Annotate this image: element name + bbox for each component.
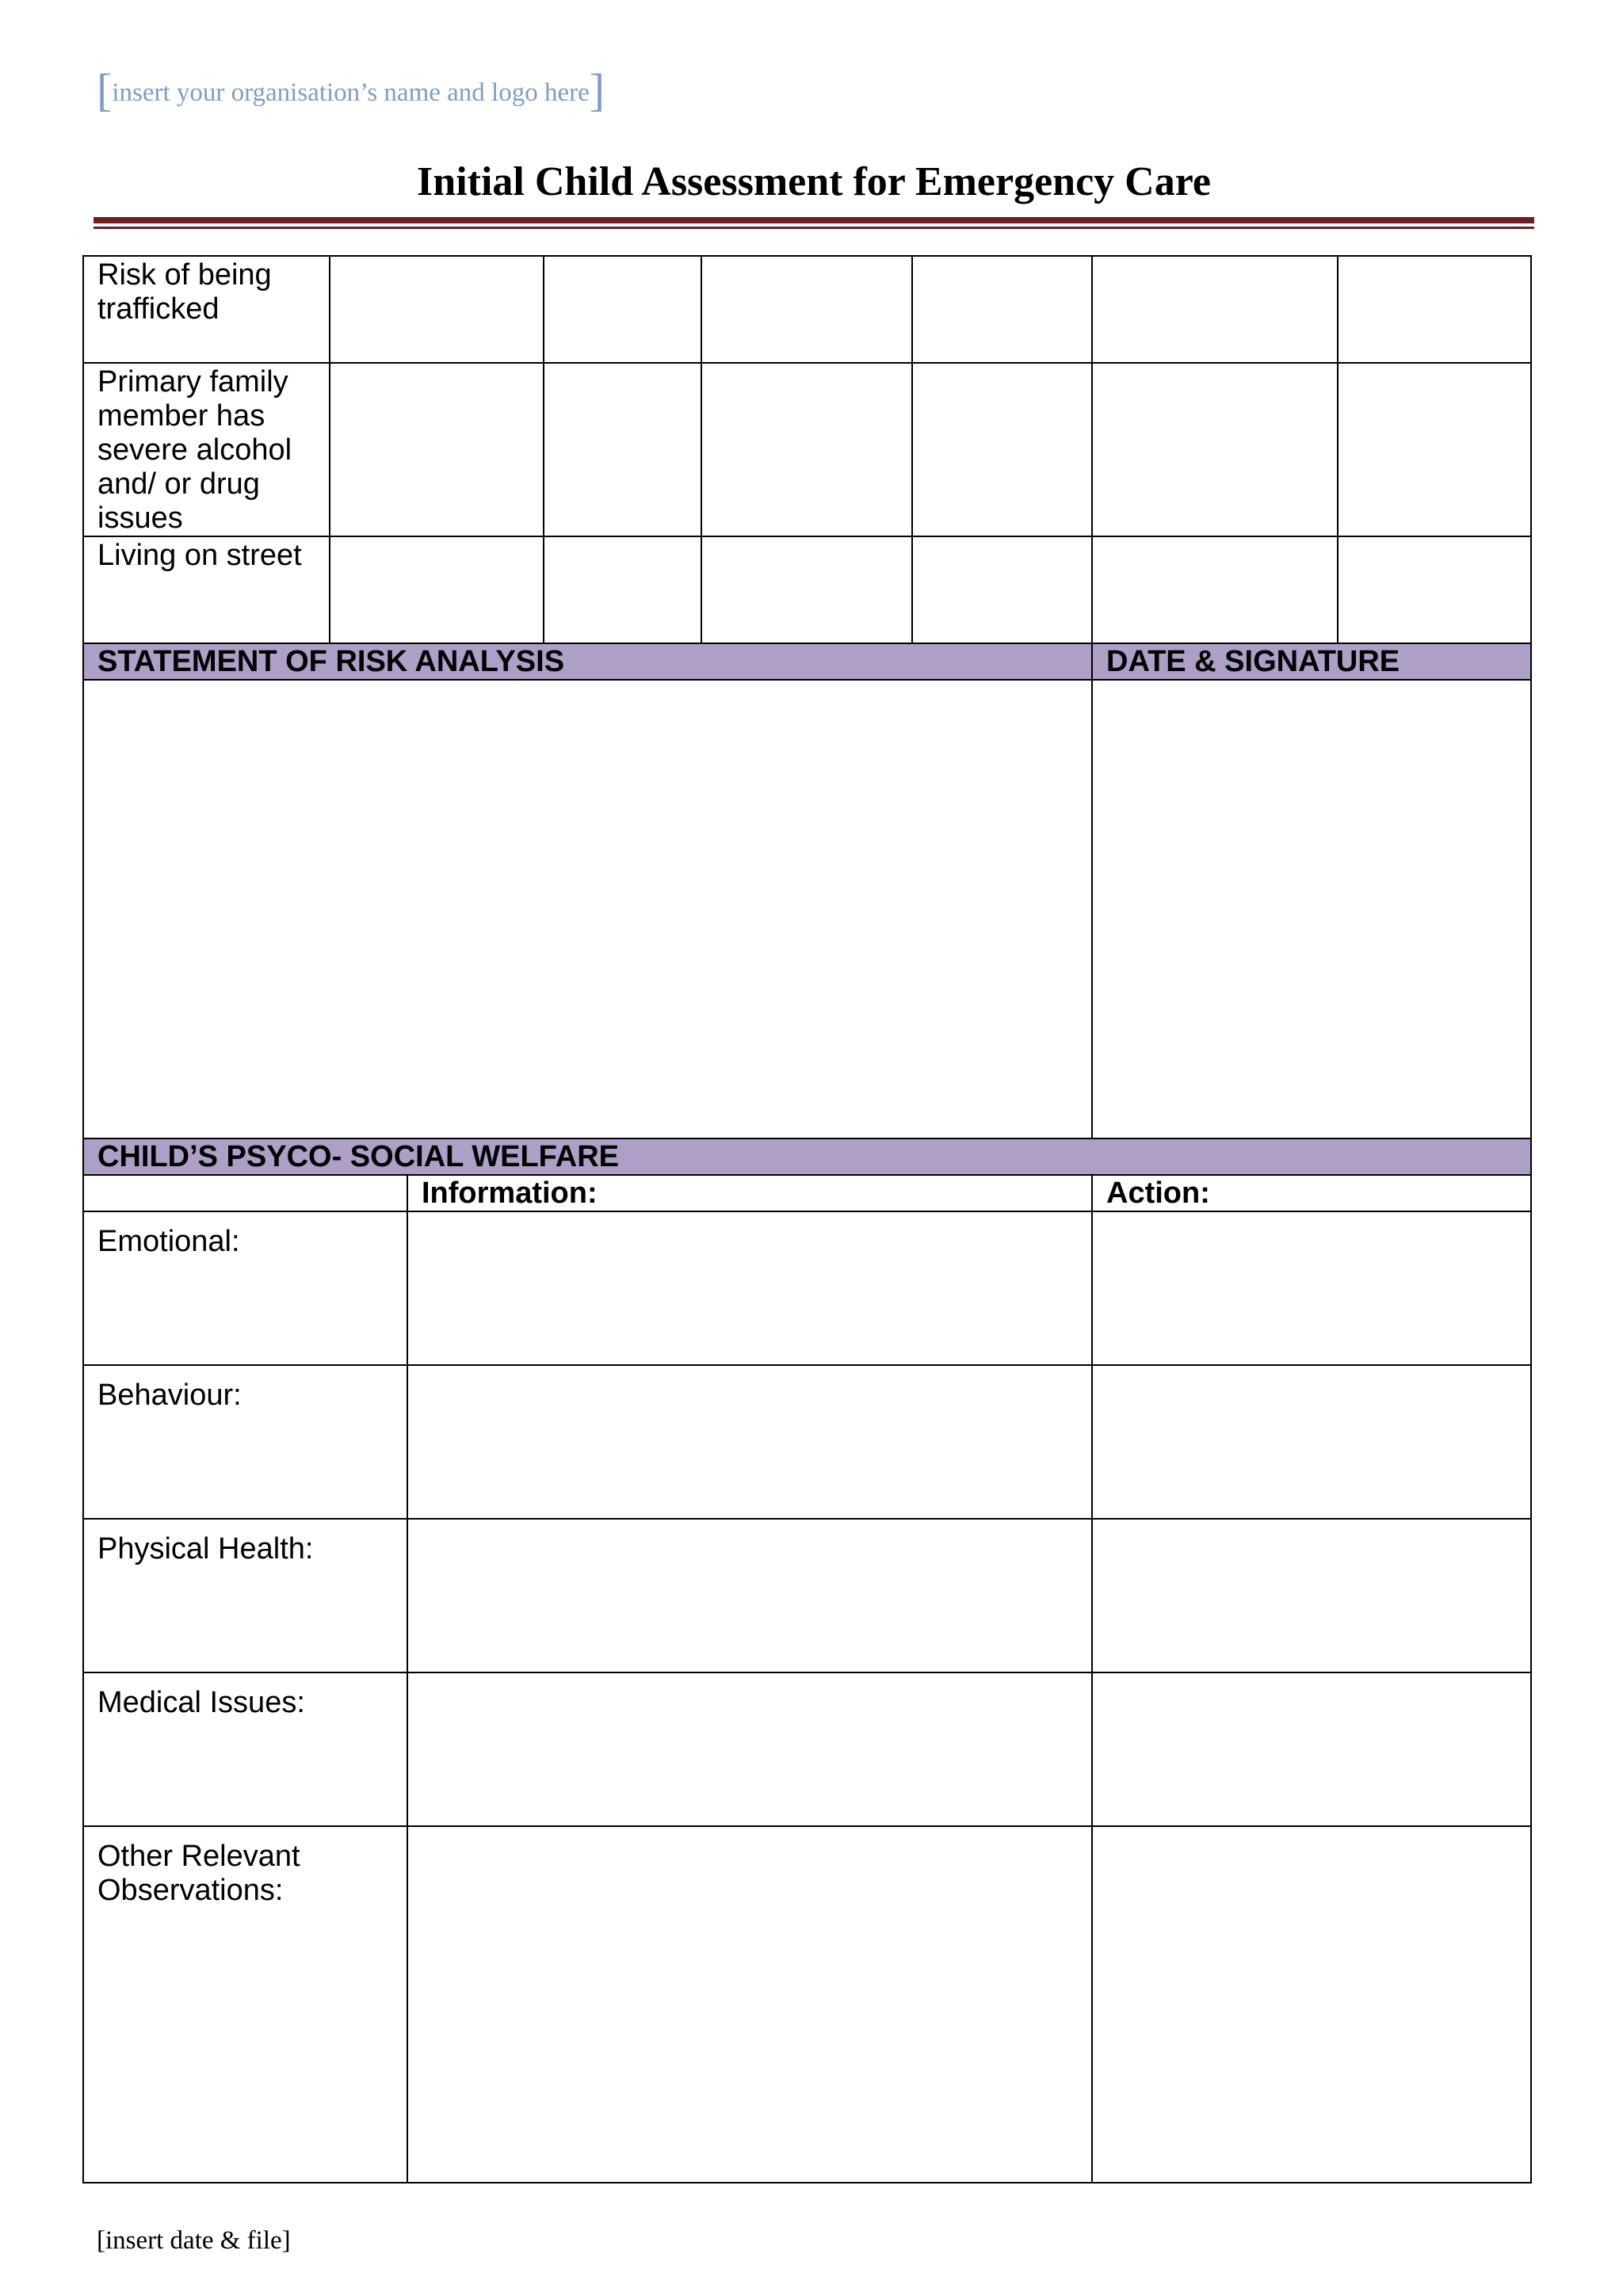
action-field[interactable] — [1092, 1519, 1531, 1672]
psycho-social-row-label: Behaviour: — [83, 1365, 407, 1519]
risk-analysis-body-row — [83, 680, 1531, 1138]
risk-cell[interactable] — [1092, 536, 1338, 643]
psycho-social-row-label: Emotional: — [83, 1211, 407, 1365]
psycho-social-row — [83, 1365, 1531, 1519]
risk-cell[interactable] — [912, 536, 1092, 643]
title-rule-thick — [94, 217, 1534, 223]
risk-cell[interactable] — [912, 363, 1092, 536]
psycho-social-heading: CHILD’S PSYCO- SOCIAL WELFARE — [83, 1138, 1531, 1175]
action-field[interactable] — [1092, 1826, 1531, 2183]
org-bracket-open: [ — [97, 64, 113, 116]
risk-row-label: Primary family member has severe alcohol and/ or drug issues — [83, 363, 330, 536]
risk-cell[interactable] — [701, 256, 912, 363]
psycho-social-row-label: Physical Health: — [83, 1519, 407, 1672]
information-field[interactable] — [407, 1826, 1092, 2183]
organisation-placeholder — [97, 63, 605, 116]
information-column-label: Information: — [407, 1175, 1092, 1211]
psycho-social-header-row — [83, 1138, 1531, 1175]
psycho-social-row-label: Other Relevant Observations: — [83, 1826, 407, 2183]
risk-analysis-heading: STATEMENT OF RISK ANALYSIS — [83, 643, 1092, 680]
action-column-label: Action: — [1092, 1175, 1531, 1211]
information-field[interactable] — [407, 1519, 1092, 1672]
risk-row-label: Risk of being trafficked — [83, 256, 330, 363]
risk-cell[interactable] — [1338, 536, 1531, 643]
risk-cell[interactable] — [330, 363, 544, 536]
risk-row-label: Living on street — [83, 536, 330, 643]
risk-analysis-header-row — [83, 643, 1531, 680]
risk-row — [83, 536, 1531, 643]
date-signature-heading: DATE & SIGNATURE — [1092, 643, 1531, 680]
org-placeholder-text: insert your organisation’s name and logo here — [112, 78, 590, 107]
subheader-blank-cell — [83, 1175, 407, 1211]
risk-analysis-statement-field[interactable] — [83, 680, 1092, 1138]
action-field[interactable] — [1092, 1365, 1531, 1519]
risk-cell[interactable] — [1338, 363, 1531, 536]
psycho-social-row — [83, 1211, 1531, 1365]
risk-cell[interactable] — [1092, 363, 1338, 536]
psycho-social-row — [83, 1672, 1531, 1826]
risk-cell[interactable] — [544, 363, 701, 536]
psycho-social-subheader-row — [83, 1175, 1531, 1211]
risk-cell[interactable] — [1092, 256, 1338, 363]
psycho-social-row — [83, 1826, 1531, 2183]
org-bracket-close: ] — [589, 64, 605, 116]
risk-cell[interactable] — [701, 363, 912, 536]
risk-cell[interactable] — [330, 256, 544, 363]
risk-row — [83, 363, 1531, 536]
footer-date-file: [insert date & file] — [97, 2226, 291, 2255]
risk-cell[interactable] — [1338, 256, 1531, 363]
risk-cell[interactable] — [544, 256, 701, 363]
psycho-social-row — [83, 1519, 1531, 1672]
information-field[interactable] — [407, 1211, 1092, 1365]
risk-cell[interactable] — [912, 256, 1092, 363]
psycho-social-row-label: Medical Issues: — [83, 1672, 407, 1826]
page-title: Initial Child Assessment for Emergency Care — [417, 159, 1211, 204]
date-signature-field[interactable] — [1092, 680, 1531, 1138]
risk-cell[interactable] — [544, 536, 701, 643]
title-rule-thin — [94, 227, 1534, 229]
risk-row — [83, 256, 1531, 363]
action-field[interactable] — [1092, 1211, 1531, 1365]
information-field[interactable] — [407, 1672, 1092, 1826]
assessment-form-table — [82, 255, 1532, 2183]
information-field[interactable] — [407, 1365, 1092, 1519]
risk-cell[interactable] — [701, 536, 912, 643]
action-field[interactable] — [1092, 1672, 1531, 1826]
risk-cell[interactable] — [330, 536, 544, 643]
